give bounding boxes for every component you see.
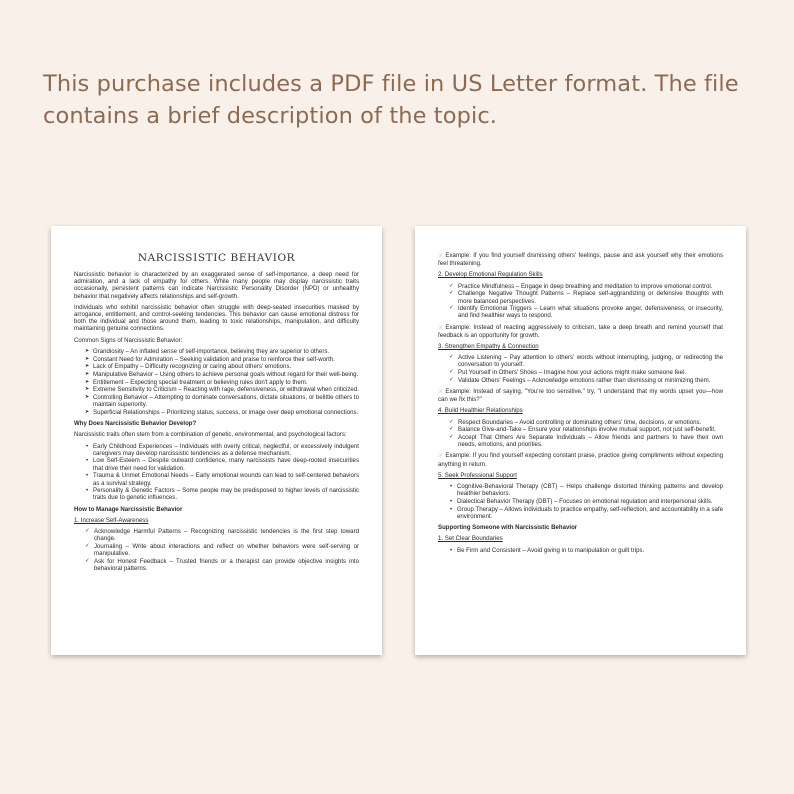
- list-item: • Early Childhood Experiences – Individuals with overly critical, neglectful, or excessively indulgent caregivers may develop narcissistic tendencies as a defense mechanism.: [74, 443, 359, 457]
- example-text: Example: If you find yourself expecting constant praise, practice giving compliments without expecting anything in return.: [438, 452, 723, 468]
- step1-list: [74, 528, 359, 572]
- example-3: [438, 388, 723, 403]
- list-item: ✓ Identify Emotional Triggers – Learn what situations provoke anger, defensiveness, or insecurity, and find healthier ways to respond.: [438, 305, 723, 319]
- document-title: NARCISSISTIC BEHAVIOR: [137, 252, 296, 264]
- document-page-1: [51, 226, 382, 655]
- step5-heading: 5. Seek Professional Support: [438, 471, 517, 479]
- manage-heading: How to Manage Narcissistic Behavior: [74, 505, 183, 513]
- list-item: ✓ Accept That Others Are Separate Individuals – Allow friends and partners to have their own needs, emotions, and priorities.: [438, 434, 723, 448]
- intro-paragraph-1: Narcissistic behavior is characterized by an exaggerated sense of self-importance, a deep need for admiration, and a lack of empathy for others. While many people may display narcissistic traits occasionally, persistent patterns can indicate Narcissistic Personality Disorder (NPD) or unhealthy behavior that negatively affects relationships and self-growth.: [74, 271, 359, 300]
- step2-heading: 2. Develop Emotional Regulation Skills: [438, 271, 543, 279]
- support-step1-heading: 1. Set Clear Boundaries: [438, 535, 503, 543]
- example-text: Example: Instead of reacting aggressively to criticism, take a deep breath and remind yourself that feedback is an opportunity for growth.: [438, 323, 723, 339]
- support-step1-list: [438, 547, 723, 554]
- list-item: ✓ Respect Boundaries – Avoid controlling or dominating others' time, decisions, or emotions.: [438, 419, 723, 426]
- step4-heading: 4. Build Healthier Relationships: [438, 407, 523, 415]
- support-heading: Supporting Someone with Narcissistic Behavior: [438, 524, 578, 532]
- list-item: ➤ Manipulative Behavior – Using others to achieve personal goals without regard for their well-being.: [74, 371, 359, 378]
- list-item: ➤ Lack of Empathy – Difficulty recognizing or caring about others' emotions.: [74, 363, 359, 370]
- step5-list: [438, 483, 723, 520]
- list-item: ➤ Superficial Relationships – Prioritizing status, success, or image over deep emotional connections.: [74, 409, 359, 416]
- example-text: Example: If you find yourself dismissing others' feelings, pause and ask yourself why their emotions feel threatening.: [438, 252, 723, 268]
- pointing-hand-icon: ☞: [438, 324, 444, 331]
- pointing-hand-icon: ☞: [438, 389, 444, 396]
- why-heading: Why Does Narcissistic Behavior Develop?: [74, 420, 197, 428]
- headline: This purchase includes a PDF file in US Letter format. The file contains a brief description of the topic.: [43, 71, 739, 129]
- signs-list: [74, 348, 359, 416]
- pointing-hand-icon: ☞: [438, 253, 444, 259]
- list-item: ✓ Active Listening – Pay attention to others' words without interrupting, judging, or redirecting the conversation to yourself.: [438, 354, 723, 368]
- example-4: [438, 452, 723, 467]
- step4-list: [438, 419, 723, 449]
- step3-list: [438, 354, 723, 384]
- list-item: ✓ Journaling – Write about interactions and reflect on whether behaviors were self-serving or manipulative.: [74, 543, 359, 557]
- list-item: • Be Firm and Consistent – Avoid giving in to manipulation or guilt trips.: [438, 547, 723, 554]
- list-item: ✓ Practice Mindfulness – Engage in deep breathing and meditation to improve emotional control.: [438, 283, 723, 290]
- list-item: • Dialectical Behavior Therapy (DBT) – Focuses on emotional regulation and interpersonal skills.: [438, 498, 723, 505]
- example-text: Example: Instead of saying, "You're too sensitive," try, "I understand that my words upset you—how can we fix this?": [438, 388, 723, 404]
- signs-heading: Common Signs of Narcissistic Behavior:: [74, 336, 183, 344]
- list-item: • Low Self-Esteem – Despite outward confidence, many narcissists have deep-rooted insecurities that drive their need for validation.: [74, 457, 359, 471]
- why-intro: Narcissistic traits often stem from a combination of genetic, environmental, and psychological factors:: [74, 431, 347, 439]
- list-item: ✓ Ask for Honest Feedback – Trusted friends or a therapist can provide objective insights into behavioral patterns.: [74, 558, 359, 572]
- list-item: • Personality & Genetic Factors – Some people may be predisposed to higher levels of narcissistic traits due to genetic influences.: [74, 487, 359, 501]
- list-item: ✓ Balance Give-and-Take – Ensure your relationships involve mutual support, not just self-benefit.: [438, 426, 723, 433]
- list-item: ➤ Constant Need for Admiration – Seeking validation and praise to reinforce their self-worth.: [74, 356, 359, 363]
- list-item: ✓ Put Yourself in Others' Shoes – Imagine how your actions might make someone feel.: [438, 369, 723, 376]
- list-item: ✓ Challenge Negative Thought Patterns – Replace self-aggrandizing or defensive thoughts with more balanced perspectives.: [438, 290, 723, 304]
- list-item: ➤ Extreme Sensitivity to Criticism – Reacting with rage, defensiveness, or withdrawal when criticized.: [74, 386, 359, 393]
- intro-paragraph-2: Individuals who exhibit narcissistic behavior often struggle with deep-seated insecurities masked by arrogance, entitlement, and control-seeking tendencies. This behavior can cause emotional distress for both the individual and those around them, leading to toxic relationships, manipulation, and difficulty maintaining genuine connections.: [74, 303, 359, 333]
- step2-list: [438, 283, 723, 320]
- list-item: • Group Therapy – Allows individuals to practice empathy, self-reflection, and accountability in a safe environment.: [438, 506, 723, 520]
- list-item: • Trauma & Unmet Emotional Needs – Early emotional wounds can lead to self-centered behaviors as a survival strategy.: [74, 472, 359, 486]
- example-1: [438, 252, 723, 267]
- list-item: ✓ Acknowledge Harmful Patterns – Recognizing narcissistic tendencies is the first step toward change.: [74, 528, 359, 542]
- document-page-2: [415, 226, 746, 655]
- example-2: [438, 324, 723, 339]
- list-item: ✓ Validate Others' Feelings – Acknowledge emotions rather than dismissing or minimizing them.: [438, 377, 723, 384]
- list-item: • Cognitive-Behavioral Therapy (CBT) – Helps challenge distorted thinking patterns and develop healthier behaviors.: [438, 483, 723, 497]
- why-list: [74, 443, 359, 502]
- list-item: ➤ Grandiosity – An inflated sense of self-importance, believing they are superior to others.: [74, 348, 359, 355]
- list-item: ➤ Entitlement – Expecting special treatment or believing rules don't apply to them.: [74, 379, 359, 386]
- list-item: ➤ Controlling Behavior – Attempting to dominate conversations, dictate situations, or belittle others to maintain superiority.: [74, 394, 359, 408]
- pointing-hand-icon: ☞: [438, 453, 444, 460]
- step3-heading: 3. Strengthen Empathy & Connection: [438, 343, 539, 351]
- step1-heading: 1. Increase Self-Awareness: [74, 516, 149, 524]
